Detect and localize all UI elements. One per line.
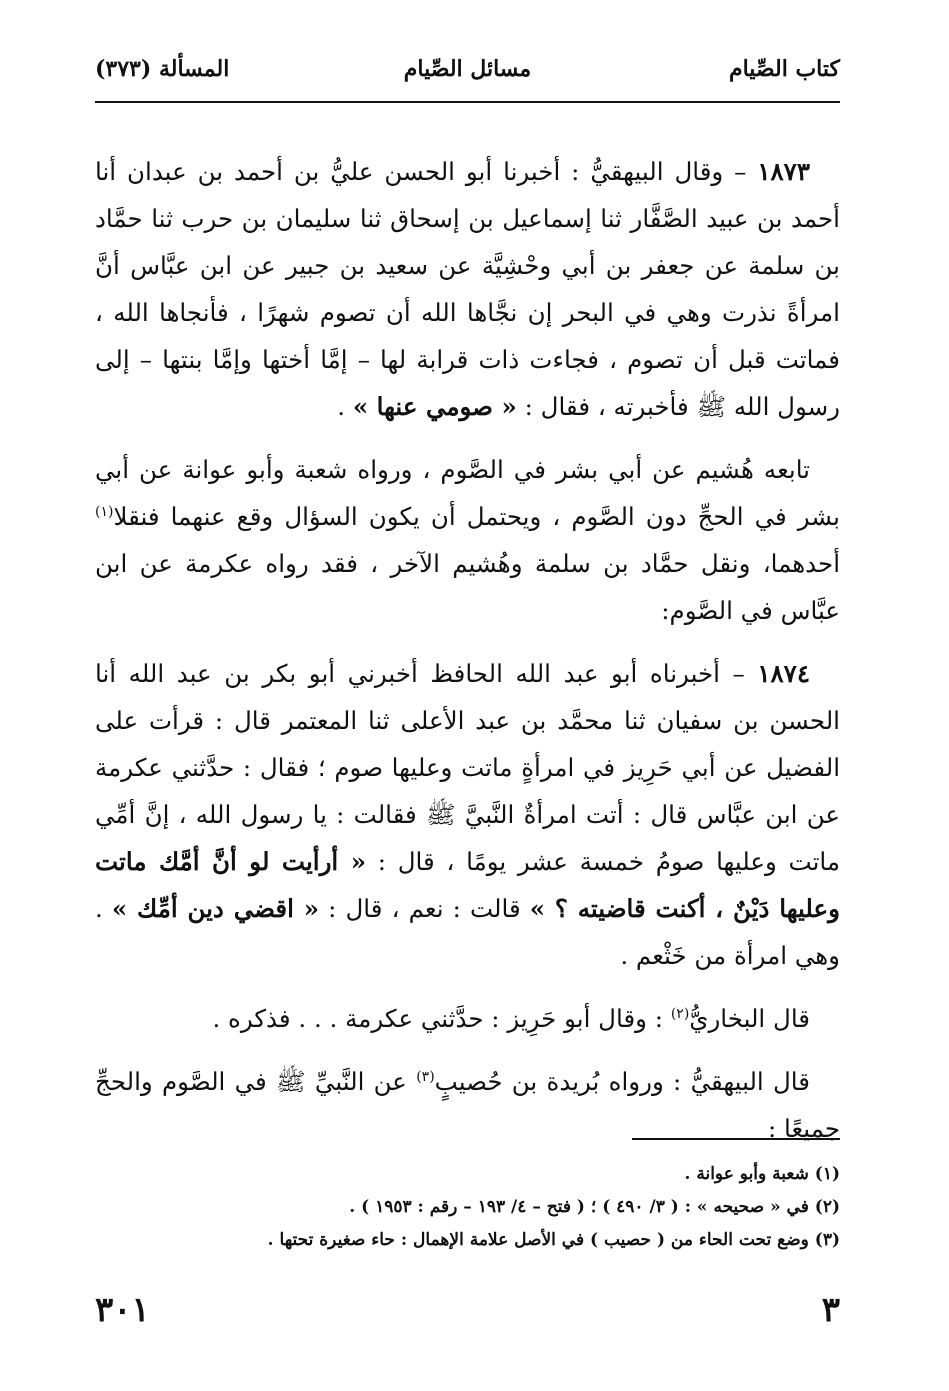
paragraph-text: – وقال البيهقيُّ : أخبرنا أبو الحسن عليُّ بن أحمد بن عبدان أنا أحمد بن عبيد الصَّفَّار ثنا إسماعيل بن إسحاق ثنا سليمان بن حرب ثنا حمَّاد بن سلمة عن جعفر بن أبي وحْشِيَّة عن سعيد بن جبير عن ابن عبَّاس أنَّ امرأةً نذرت وهي في البحر إن نجَّاها الله أن تصوم شهرًا ، فأنجاها الله ، فماتت قبل أن تصوم ، فجاءت ذات قرابة لها – إمَّا أختها وإمَّا بنتها – إلى رسول الله ﷺ فأخبرته ، فقال : — [95, 157, 840, 421]
footnotes — [95, 1158, 840, 1257]
paragraph-text: قال البخاريُّ — [689, 1004, 810, 1033]
paragraph-1873 — [95, 148, 840, 430]
page-number: ٣٠١ — [95, 1290, 150, 1330]
paragraph-1874 — [95, 650, 840, 979]
paragraph-text: – أخبرناه أبو عبد الله الحافظ أخبرني أبو بكر بن عبد الله أنا الحسن بن سفيان ثنا محمَّد بن عبد الأعلى ثنا المعتمر قال : قرأت على الفضيل عن أبي حَرِيز في امرأةٍ ماتت وعليها صوم ؛ فقال : حدَّثني عكرمة عن ابن عبَّاس قال : أتت امرأةٌ النَّبيَّ ﷺ فقالت : يا رسول الله ، إنَّ أمِّي ماتت وعليها صومُ خمسة عشر يومًا ، قال : — [95, 659, 840, 876]
footnote-rule — [632, 1138, 840, 1140]
paragraph-text: : وقال أبو حَرِيز : حدَّثني عكرمة . . . فذكره . — [212, 1004, 671, 1033]
paragraph-text: تابعه هُشيم عن أبي بشر في الصَّوم ، ورواه شعبة وأبو عوانة عن أبي بشر في الحجِّ دون الصَّوم ، ويحتمل أن يكون السؤال وقع عنهما فنقلا — [95, 455, 840, 531]
issue-label: المسألة (٣٧٣) — [95, 56, 230, 82]
header-rule — [95, 101, 840, 103]
paragraph-text: . وهي امرأة من خَثْعم . — [95, 894, 840, 970]
running-header — [95, 52, 840, 92]
prophetic-quote: « أرأيت لو أنَّ أمَّك ماتت وعليها دَيْنٌ ، أكنت قاضيته ؟ » — [95, 847, 840, 923]
prophetic-quote: « اقضي دين أمِّك » — [111, 894, 320, 923]
paragraph-text: قالت : نعم ، قال : — [319, 894, 530, 923]
paragraph-text: عن النَّبيِّ ﷺ في الصَّوم والحجِّ جميعًا : — [95, 1067, 840, 1143]
paragraph-text: قال البيهقيُّ : ورواه بُريدة بن حُصيبٍ — [434, 1067, 810, 1096]
prophetic-quote: « صومي عنها » — [352, 392, 517, 421]
hadith-number: ١٨٧٣ — [757, 157, 810, 186]
page-footer — [95, 1290, 840, 1340]
footnote-3: (٣) وضع تحت الحاء من ( حصيب ) في الأصل علامة الإهمال : حاء صغيرة تحتها . — [267, 1230, 840, 1250]
book-title: كتاب الصِّيام — [728, 56, 840, 82]
paragraph-commentary — [95, 446, 840, 634]
footnote-ref-3: (٣) — [416, 1068, 435, 1085]
volume-number: ٣ — [821, 1290, 840, 1330]
main-text — [95, 148, 840, 1152]
footnote-ref-2: (٢) — [670, 1005, 690, 1022]
section-title: مسائل الصِّيام — [403, 56, 532, 82]
paragraph-text: أحدهما، ونقل حمَّاد بن سلمة وهُشيم الآخر ، فقد رواه عكرمة عن ابن عبَّاس في الصَّوم: — [95, 549, 840, 625]
footnote-2: (٢) في « صحيحه » : ( ٣/ ٤٩٠ ) ؛ ( فتح – ٤/ ١٩٣ – رقم : ١٩٥٣ ) . — [349, 1197, 840, 1217]
paragraph-end: . — [337, 392, 353, 421]
footnote-ref-1: (١) — [95, 503, 114, 520]
footnote-1: (١) شعبة وأبو عوانة . — [684, 1164, 840, 1184]
paragraph-bukhari — [95, 995, 840, 1042]
hadith-number: ١٨٧٤ — [757, 659, 810, 688]
